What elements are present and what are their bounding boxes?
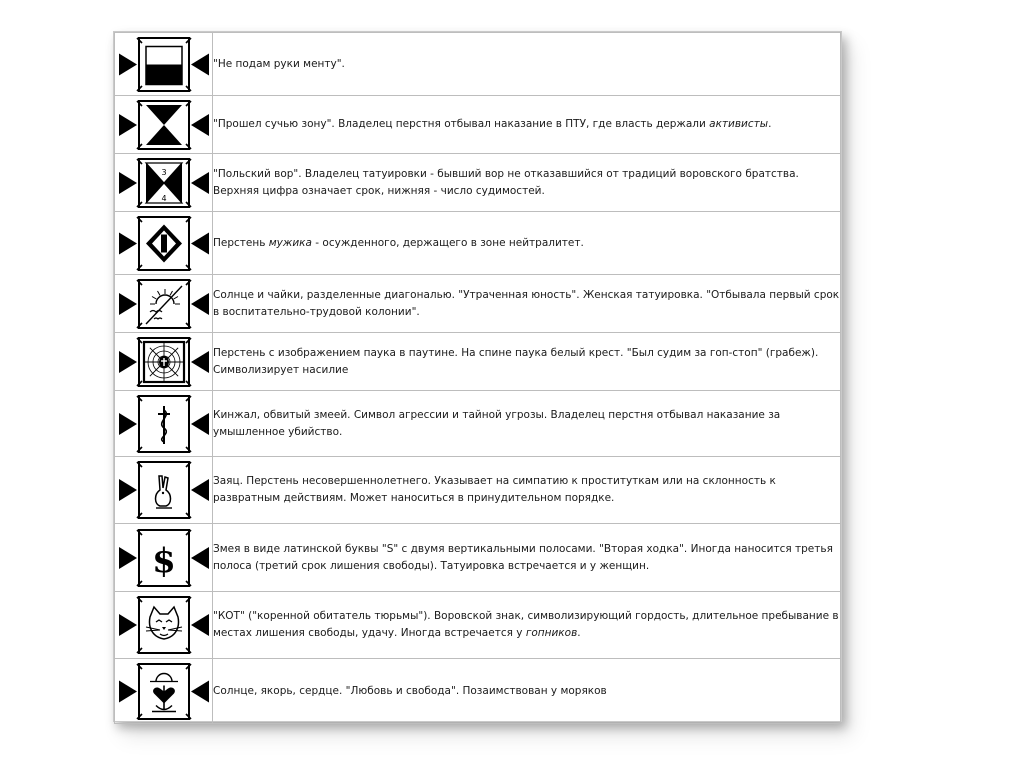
ring-icon-cell <box>115 275 213 333</box>
ring-icon-cell <box>115 659 213 724</box>
ring-icon-cell <box>115 457 213 524</box>
diagonal-split-numbers-ring-icon <box>119 157 209 209</box>
table-row <box>115 659 841 724</box>
ring-description <box>213 96 841 154</box>
description-text: Змея в виде латинской буквы "S" с двумя вертикальными полосами. "Вторая ходка". Иногда наносится третья полоса (третий срок лишения свободы). Татуировка встречается и у женщин. <box>213 542 833 572</box>
ring-tattoo-table-sheet <box>113 31 842 722</box>
description-text: "КОТ" ("коренной обитатель тюрьмы"). Воровской знак, символизирующий гордость, длительное пребывание в местах лишения свободы, удачу. Иногда встречается у <box>213 610 839 639</box>
ring-description <box>213 391 841 457</box>
table-row <box>115 333 841 391</box>
hourglass-triangles-ring-icon <box>119 99 209 151</box>
ring-digit-top: 3 <box>160 167 167 177</box>
table-row <box>115 96 841 154</box>
description-text: "Не подам руки менту". <box>213 57 345 70</box>
description-text: . <box>768 118 772 130</box>
description-text: Перстень с изображением паука в паутине. На спине паука белый крест. "Был судим за гоп-стоп" (грабеж). Символизирует насилие <box>213 346 819 376</box>
ring-description <box>213 212 841 275</box>
sun-anchor-heart-ring-icon <box>119 662 209 721</box>
description-text: Заяц. Перстень несовершеннолетнего. Указывает на симпатию к проституткам или на склонность к развратным действиям. Может наноситься в принудительном порядке. <box>213 475 776 504</box>
description-text: "Прошел сучью зону". Владелец перстня отбывал наказание в ПТУ, где власть держали <box>213 118 710 130</box>
description-text: Кинжал, обвитый змеей. Символ агрессии и тайной угрозы. Владелец перстня отбывал наказание за умышленное убийство. <box>213 408 781 438</box>
description-text: . <box>577 627 581 639</box>
sun-seagulls-ring-icon <box>119 278 209 330</box>
description-text: "Польский вор". Владелец татуировки - бывший вор не отказавшийся от традиций воровского братства. Верхняя цифра означает срок, нижняя - число судимостей. <box>213 167 799 197</box>
table-row <box>115 592 841 659</box>
description-text: Солнце и чайки, разделенные диагональю. "Утраченная юность". Женская татуировка. "Отбывала первый срок в воспитательно-трудовой колонии". <box>213 288 840 318</box>
ring-description <box>213 33 841 96</box>
cat-ring-icon <box>119 595 209 655</box>
dagger-snake-ring-icon <box>119 394 209 454</box>
description-text: - осужденного, держащего в зоне нейтралитет. <box>311 236 584 249</box>
description-emphasis: активисты <box>709 118 769 130</box>
ring-description <box>213 457 841 524</box>
table-row <box>115 154 841 212</box>
description-text: Перстень <box>213 236 269 249</box>
ring-icon-cell <box>115 154 213 212</box>
ring-icon-cell <box>115 391 213 457</box>
ring-description <box>213 275 841 333</box>
ring-icon-cell <box>115 96 213 154</box>
ring-description <box>213 524 841 592</box>
dollar-snake-ring-icon <box>119 528 209 588</box>
half-filled-square-ring-icon <box>119 36 209 93</box>
ring-icon-cell <box>115 333 213 391</box>
ring-icon-cell <box>115 33 213 96</box>
ring-description <box>213 333 841 391</box>
ring-icon-cell <box>115 524 213 592</box>
ring-description <box>213 592 841 659</box>
description-text: Солнце, якорь, сердце. "Любовь и свобода". Позаимствован у моряков <box>213 684 607 697</box>
table-row <box>115 212 841 275</box>
ring-icon-cell <box>115 592 213 659</box>
hare-ring-icon <box>119 460 209 520</box>
svg-text:$: $ <box>151 540 176 581</box>
ring-digit-bottom: 4 <box>160 193 167 203</box>
diamond-bar-ring-icon <box>119 215 209 272</box>
description-emphasis: мужика <box>268 236 312 249</box>
table-row <box>115 33 841 96</box>
ring-description <box>213 659 841 724</box>
table-row <box>115 457 841 524</box>
description-emphasis: гопников <box>525 627 578 639</box>
table-row <box>115 524 841 592</box>
ring-tattoo-table <box>114 32 841 724</box>
table-row <box>115 275 841 333</box>
ring-description <box>213 154 841 212</box>
table-row <box>115 391 841 457</box>
spider-web-ring-icon <box>119 336 209 388</box>
ring-icon-cell <box>115 212 213 275</box>
